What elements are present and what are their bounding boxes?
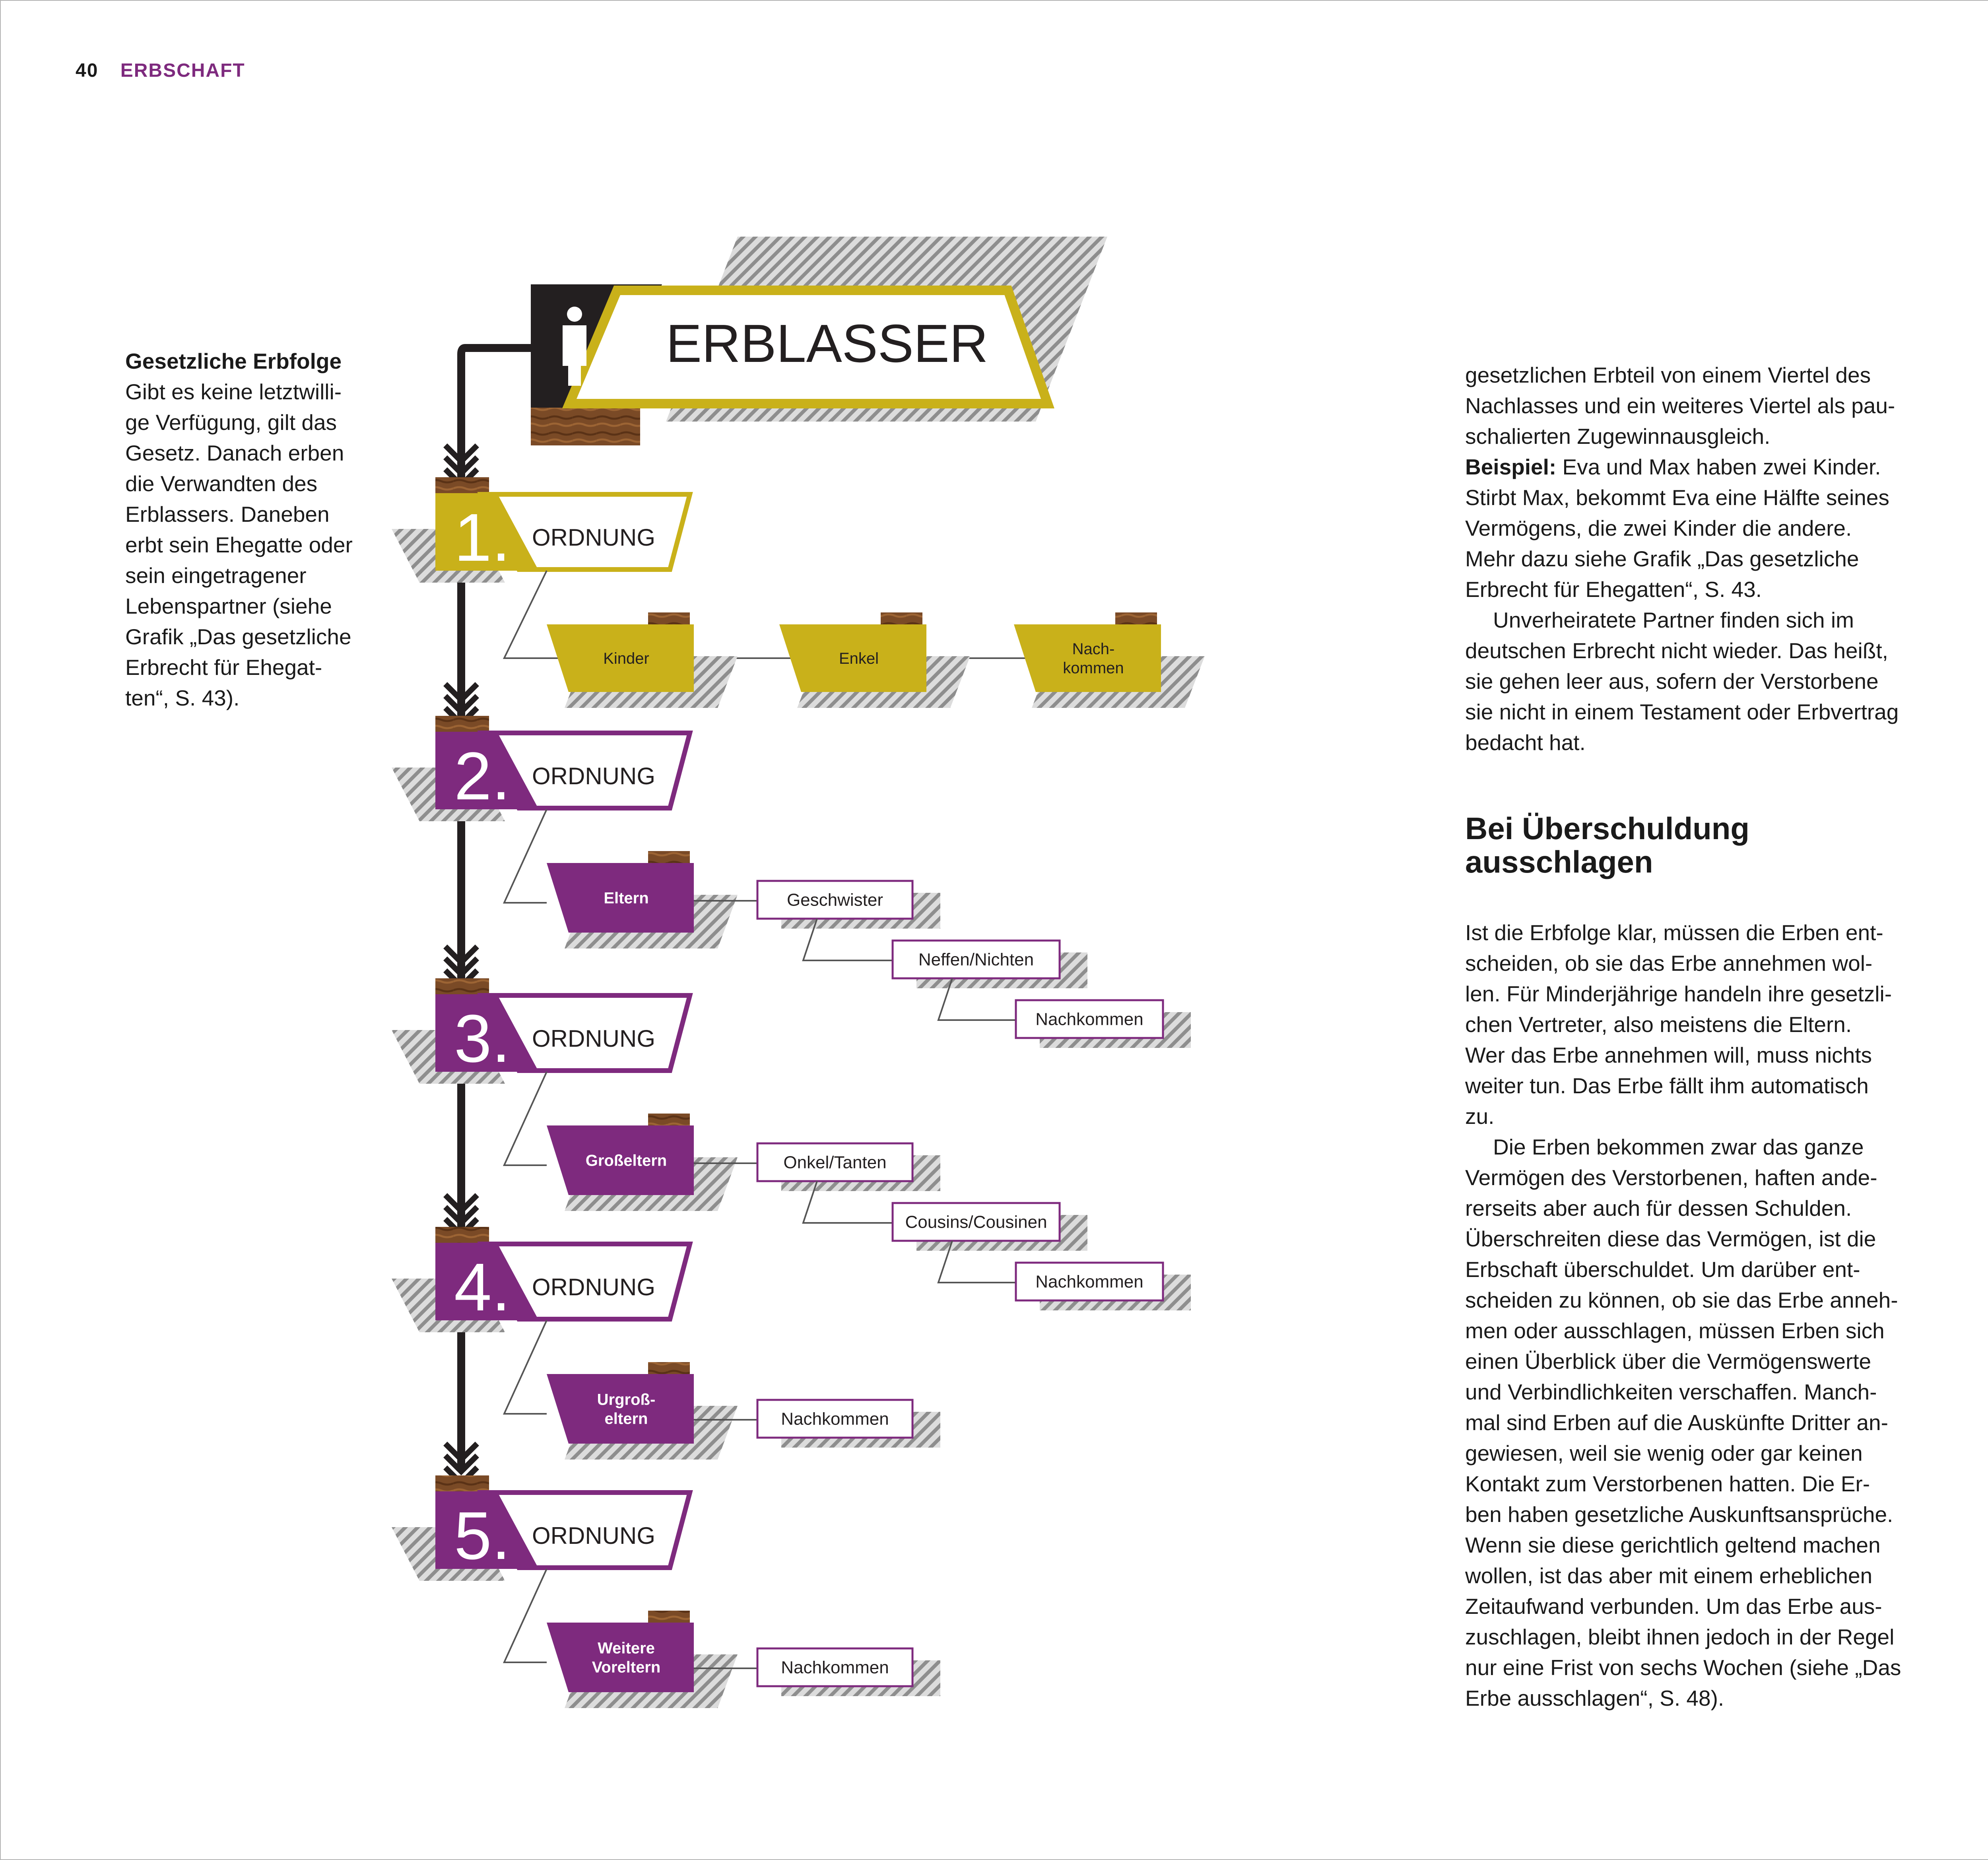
- text-line: Wer das Erbe annehmen will, muss nichts: [1465, 1043, 1872, 1067]
- middle-column: [1465, 360, 1932, 1714]
- folder-label: Großeltern: [585, 1152, 667, 1170]
- order-label: ORDNUNG: [532, 1522, 655, 1549]
- text-line: len. Für Minderjährige handeln ihre gesetzli-: [1465, 982, 1892, 1006]
- order-label: ORDNUNG: [532, 1274, 655, 1300]
- text-line: schalierten Zugewinnausgleich.: [1465, 424, 1771, 449]
- order-label: ORDNUNG: [532, 1025, 655, 1052]
- text-line: men oder ausschlagen, müssen Erben sich: [1465, 1318, 1885, 1343]
- box-label: Nachkommen: [1035, 1272, 1143, 1292]
- text-line: wollen, ist das aber mit einem erheblichen: [1465, 1563, 1873, 1588]
- text-line: weiter tun. Das Erbe fällt ihm automatisch: [1465, 1073, 1869, 1098]
- order-number: 1.: [454, 500, 511, 575]
- sidebar-heading: Gesetzliche Erbfolge: [125, 349, 342, 373]
- box-label: Nachkommen: [1035, 1009, 1143, 1029]
- text-line: Erbe ausschlagen“, S. 48).: [1465, 1686, 1724, 1710]
- paragraph-unmarried-partners: [1465, 605, 1932, 758]
- text-line: Grafik „Das gesetzliche: [125, 624, 351, 649]
- text-line: Gibt es keine letztwilli-: [125, 379, 342, 404]
- diagram-title: ERBLASSER: [666, 313, 988, 373]
- text-line: Lebenspartner (siehe: [125, 594, 332, 618]
- folder-label: Voreltern: [592, 1658, 661, 1676]
- folder-label: Nach-: [1072, 640, 1115, 658]
- example-line: [1465, 452, 1932, 482]
- text-line: Bei Überschuldung: [1465, 811, 1750, 846]
- text-line: sie gehen leer aus, sofern der Verstorbene: [1465, 669, 1879, 694]
- text-line: Vermögens, die zwei Kinder die andere.: [1465, 516, 1852, 540]
- text-line: ausschlagen: [1465, 844, 1653, 879]
- box-label: Nachkommen: [781, 1409, 889, 1429]
- folder-label: eltern: [604, 1410, 648, 1428]
- folder-body: [547, 1374, 694, 1444]
- text-line: Die Erben bekommen zwar das ganze: [1493, 1135, 1864, 1159]
- text-line: chen Vertreter, also meistens die Eltern.: [1465, 1012, 1852, 1037]
- box-label: Neffen/Nichten: [918, 950, 1034, 970]
- folder-label: Kinder: [603, 650, 649, 667]
- text-line: Ist die Erbfolge klar, müssen die Erben ent-: [1465, 920, 1883, 945]
- left-page-number: 40: [76, 60, 99, 81]
- text-line: Überschreiten diese das Vermögen, ist die: [1465, 1226, 1876, 1251]
- text-line: Kontakt zum Verstorbenen hatten. Die Er-: [1465, 1471, 1870, 1496]
- folder-label: kommen: [1063, 659, 1124, 677]
- box-label: Nachkommen: [781, 1658, 889, 1677]
- order-number: 5.: [454, 1498, 511, 1574]
- folder-label: Weitere: [598, 1639, 655, 1657]
- text-line: sie nicht in einem Testament oder Erbvertrag: [1465, 700, 1899, 724]
- box-label: Cousins/Cousinen: [905, 1212, 1047, 1232]
- text-line: einen Überblick über die Vermögenswerte: [1465, 1349, 1872, 1374]
- text-line: zuschlagen, bleibt ihnen jedoch in der Regel: [1465, 1625, 1895, 1649]
- text-line: rerseits aber auch für dessen Schulden.: [1465, 1196, 1852, 1221]
- text-line: Unverheiratete Partner finden sich im: [1493, 608, 1854, 632]
- folder-label: Eltern: [604, 889, 649, 907]
- text-line: Erbschaft überschuldet. Um darüber ent-: [1465, 1257, 1860, 1282]
- text-line: deutschen Erbrecht nicht wieder. Das heißt,: [1465, 638, 1888, 663]
- paragraph-accept-inheritance: [1465, 917, 1932, 1132]
- example-text: Eva und Max haben zwei Kinder.: [1556, 455, 1881, 479]
- text-line: Erblassers. Daneben: [125, 502, 330, 527]
- text-line: und Verbindlichkeiten verschaffen. Manch-: [1465, 1380, 1877, 1404]
- text-line: Stirbt Max, bekommt Eva eine Hälfte seines: [1465, 485, 1889, 510]
- box-label: Geschwister: [786, 890, 883, 910]
- folder-label: Urgroß-: [597, 1391, 656, 1409]
- text-line: bedacht hat.: [1465, 730, 1586, 755]
- order-number: 4.: [454, 1250, 511, 1325]
- order-number: 2.: [454, 739, 511, 814]
- text-line: Vermögen des Verstorbenen, haften ande-: [1465, 1165, 1877, 1190]
- paragraph-debts: [1465, 1132, 1932, 1714]
- text-line: gesetzlichen Erbteil von einem Viertel des: [1465, 363, 1871, 387]
- order-label: ORDNUNG: [532, 524, 655, 551]
- text-line: Nachlasses und ein weiteres Viertel als pau-: [1465, 393, 1895, 418]
- connector-line: [504, 1569, 547, 1662]
- connector-line: [504, 809, 547, 903]
- order-number: 3.: [454, 1001, 511, 1077]
- person-head: [567, 307, 582, 322]
- text-line: erbt sein Ehegatte oder: [125, 533, 353, 557]
- text-line: mal sind Erben auf die Auskünfte Dritter an-: [1465, 1410, 1888, 1435]
- left-section-title: ERBSCHAFT: [120, 60, 245, 81]
- connector-line: [504, 1072, 547, 1165]
- paragraph-example: [1465, 482, 1932, 605]
- text-line: ben haben gesetzliche Auskunftsansprüche.: [1465, 1502, 1893, 1527]
- text-line: scheiden zu können, ob sie das Erbe anneh-: [1465, 1288, 1898, 1312]
- text-line: ge Verfügung, gilt das: [125, 410, 337, 435]
- text-line: Wenn sie diese gerichtlich geltend machen: [1465, 1533, 1881, 1557]
- text-line: Erbrecht für Ehegat-: [125, 655, 322, 680]
- text-line: zu.: [1465, 1104, 1495, 1129]
- folder-body: [1014, 624, 1161, 692]
- text-line: Gesetz. Danach erben: [125, 441, 344, 465]
- folder-body: [547, 1623, 694, 1692]
- example-label: Beispiel:: [1465, 455, 1557, 479]
- paragraph-partner-share: [1465, 360, 1932, 452]
- folder-label: Enkel: [839, 650, 879, 667]
- text-line: Erbrecht für Ehegatten“, S. 43.: [1465, 577, 1762, 602]
- text-line: Zeitaufwand verbunden. Um das Erbe aus-: [1465, 1594, 1882, 1619]
- order-label: ORDNUNG: [532, 763, 655, 789]
- text-line: die Verwandten des: [125, 471, 318, 496]
- text-line: ten“, S. 43).: [125, 686, 240, 710]
- section-heading-overindebtedness: [1465, 812, 1932, 878]
- text-line: gewiesen, weil sie wenig oder gar keinen: [1465, 1441, 1863, 1465]
- text-line: sein eingetragener: [125, 563, 307, 588]
- text-line: scheiden, ob sie das Erbe annehmen wol-: [1465, 951, 1873, 976]
- connector-line: [504, 1320, 547, 1414]
- text-line: nur eine Frist von sechs Wochen (siehe „Das: [1465, 1655, 1901, 1680]
- box-label: Onkel/Tanten: [783, 1153, 887, 1172]
- text-line: Mehr dazu siehe Grafik „Das gesetzliche: [1465, 546, 1859, 571]
